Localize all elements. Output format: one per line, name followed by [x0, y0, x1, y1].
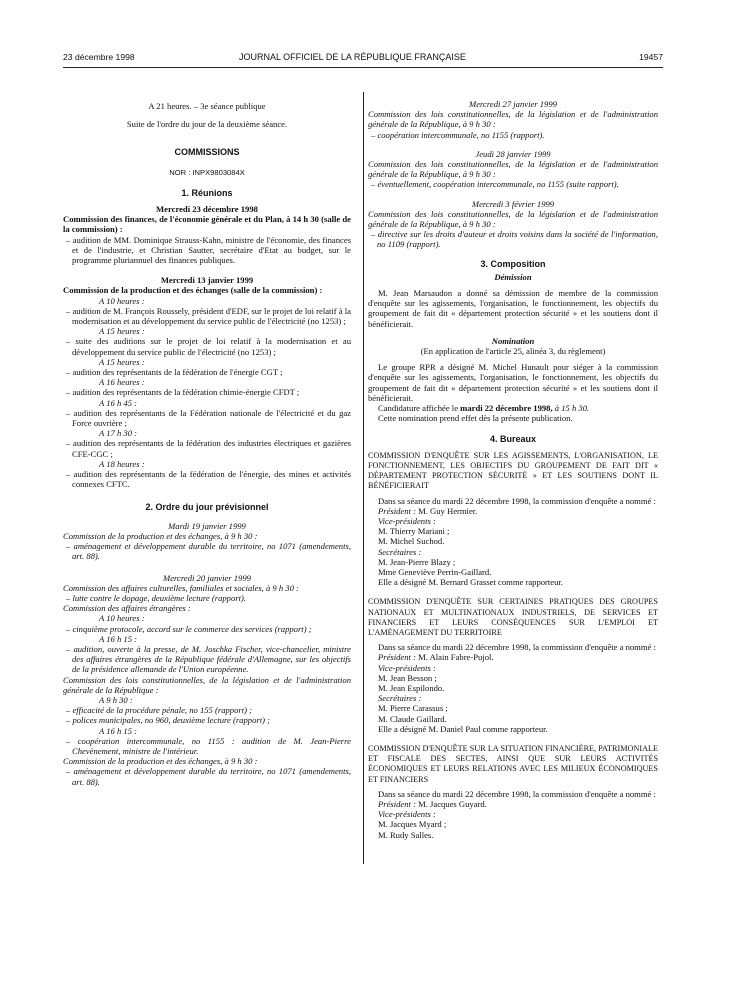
commission-title: COMMISSION D'ENQUÊTE SUR LA SITUATION FINANCIÈRE, PATRIMONIALE ET FISCALE DES SECTES, AINSI QUE SUR LEURS ACTIVITÉS ÉCONOMIQUES ET LEURS RELATIONS AVEC LES MILIEUX ÉCONOMIQUES ET FINANCIERS — [368, 743, 658, 784]
commission-heading: Commission des lois constitutionnelles, de la législation et de l'administration générale de la République, à 9 h 30 : — [368, 109, 658, 130]
time-label: A 15 heures : — [99, 326, 145, 337]
subheading-nomination: Nomination — [491, 335, 535, 346]
commission-heading: Commission des affaires étrangères : — [63, 603, 191, 614]
time-label: A 16 h 15 : — [99, 725, 138, 736]
commission-heading: Commission des lois constitutionnelles, de la législation et de l'administration générale de la République, à 9 h 30 : — [368, 159, 658, 180]
secretaires-label: Secrétaires : — [378, 693, 422, 704]
president-label: Président : — [378, 505, 416, 516]
president-line — [368, 652, 658, 662]
effet-line: Cette nomination prend effet dès la présente publication. — [378, 413, 573, 424]
column-divider — [363, 92, 364, 864]
candidature-prefix: Candidature affichée le — [378, 403, 461, 414]
agenda-item: – cinquième protocole, accord sur le commerce des services (rapport) ; — [66, 623, 312, 634]
vice-presidents-label: Vice-présidents : — [378, 662, 436, 673]
vice-presidents-label: Vice-présidents : — [378, 515, 436, 526]
time-label: A 18 heures : — [99, 458, 145, 469]
president-name: M. Alain Fabre-Pujol. — [415, 652, 494, 663]
candidature-date: mardi 22 décembre 1998, — [460, 403, 553, 414]
subheading-demission: Démission — [494, 271, 532, 282]
member-name: M. Jacques Myard ; — [378, 819, 447, 830]
time-label: A 16 h 45 : — [99, 397, 138, 408]
demission-paragraph: M. Jean Marsaudon a donné sa démission de membre de la commission d'enquête sur les agissements, l'organisation, le fonctionnement, les objectifs du groupement de fait dit « département protection sécurité » et les soutiens dont il bénéficierait. — [368, 288, 658, 329]
commission-heading: Commission des lois constitutionnelles, de la législation et de l'administration générale de la République : — [63, 674, 351, 695]
date-heading: Mercredi 20 janvier 1999 — [163, 572, 251, 583]
date-heading: Mardi 19 janvier 1999 — [168, 520, 246, 531]
agenda-item: – aménagement et développement durable du territoire, no 1071 (amendements, art. 88). — [66, 766, 351, 787]
president-name: M. Guy Hermier. — [415, 505, 478, 516]
time-label: A 16 h 15 : — [99, 633, 138, 644]
seance-intro: Dans sa séance du mardi 22 décembre 1998, la commission d'enquête a nommé : — [378, 642, 656, 653]
agenda-item: – directive sur les droits d'auteur et droits voisins dans la société de l'information, no 1109 (rapport). — [371, 229, 658, 250]
rapporteur-line: Elle a désigné M. Bernard Grasset comme rapporteur. — [378, 577, 563, 588]
time-label: A 16 heures : — [99, 377, 145, 388]
nomination-reference: (En application de l'article 25, alinéa 3, du règlement) — [420, 346, 606, 357]
left-column — [63, 101, 351, 787]
candidature-line — [368, 403, 658, 413]
journal-title: JOURNAL OFFICIEL DE LA RÉPUBLIQUE FRANÇAISE — [239, 52, 466, 62]
agenda-item: – coopération intercommunale, no 1155 : audition de M. Jean-Pierre Chevènement, ministre de l'intérieur. — [66, 735, 351, 756]
seance-line: A 21 heures. – 3e séance publique — [148, 101, 266, 111]
agenda-item: – coopération intercommunale, no 1155 (rapport). — [371, 129, 545, 140]
date-heading: Jeudi 28 janvier 1999 — [475, 148, 551, 159]
agenda-item: – suite des auditions sur le projet de loi relatif à la modernisation et au développement du service public de l'électricité (no 1253) ; — [66, 336, 351, 357]
president-line — [368, 506, 658, 516]
agenda-item: – audition des représentants de la fédération chimie-énergie CFDT ; — [66, 387, 300, 398]
agenda-item: – polices municipales, no 960, deuxième lecture (rapport) ; — [66, 715, 270, 726]
member-name: M. Jean-Pierre Blazy ; — [378, 556, 456, 567]
date-heading: Mercredi 3 février 1999 — [471, 198, 555, 209]
member-name: M. Pierre Carassus ; — [378, 703, 448, 714]
page-header — [63, 52, 663, 66]
vice-presidents-label: Vice-présidents : — [378, 809, 436, 820]
agenda-item: – audition des représentants de la Fédération nationale de l'électricité et du gaz Force ouvrière ; — [66, 407, 351, 429]
commission-finances: Commission des finances, de l'économie générale et du Plan, à 14 h 30 (salle de la commission) : — [63, 214, 351, 235]
president-name: M. Jacques Guyard. — [415, 798, 487, 809]
right-column — [368, 99, 658, 840]
member-name: Mme Geneviève Perrin-Gaillard. — [378, 566, 492, 577]
section-bureaux: 4. Bureaux — [489, 434, 537, 445]
agenda-item: – audition, ouverte à la presse, de M. Joschka Fischer, vice-chancelier, ministre des affaires étrangères de la République fédérale d'Allemagne, sur les objectifs de la présidence allemande de l'Union européenne. — [66, 643, 351, 675]
agenda-item: – audition des représentants de la fédération de l'énergie CGT ; — [66, 367, 283, 378]
member-name: M. Rudy Salles. — [378, 829, 434, 840]
member-name: M. Jean Besson ; — [378, 672, 437, 683]
time-label: A 9 h 30 : — [99, 694, 133, 705]
commission-heading: Commission de la production et des échanges, à 9 h 30 : — [63, 756, 258, 767]
secretaires-label: Secrétaires : — [378, 546, 422, 557]
member-name: M. Jean Espilondo. — [378, 682, 445, 693]
nomination-paragraph: Le groupe RPR a désigné M. Michel Hunault pour siéger à la commission d'enquête sur les agissements, l'organisation, le fonctionnement, les objectifs du groupement de fait dit « département protection sécurité » et les soutiens dont il bénéficierait. — [368, 362, 658, 403]
commission-title: COMMISSION D'ENQUÊTE SUR LES AGISSEMENTS, L'ORGANISATION, LE FONCTIONNEMENT, LES OBJECTIFS DU GROUPEMENT DE FAIT DIT « DÉPARTEMENT PROTECTION SÉCURITÉ » ET LES SOUTIENS DONT IL BÉNÉFICIERAIT — [368, 450, 658, 491]
page-number: 19457 — [639, 52, 663, 62]
date-heading: Mercredi 23 décembre 1998 — [156, 204, 258, 215]
agenda-item: – lutte contre le dopage, deuxième lecture (rapport). — [66, 592, 247, 603]
agenda-item: – efficacité de la procédure pénale, no 155 (rapport) ; — [66, 705, 252, 716]
agenda-item: – éventuellement, coopération intercommunale, no 1155 (suite rapport). — [371, 179, 619, 190]
commission-title: COMMISSION D'ENQUÊTE SUR CERTAINES PRATIQUES DES GROUPES NATIONAUX ET MULTINATIONAUX INDUSTRIELS, DE SERVICES ET FINANCIERS ET LEURS CONSÉQUENCES SUR L'EMPLOI ET L'AMÉNAGEMENT DU TERRITOIRE — [368, 597, 658, 637]
agenda-item: – audition des représentants de la fédération de l'énergie, des mines et activités connexes CFTC. — [66, 469, 351, 490]
date-heading: Mercredi 27 janvier 1999 — [469, 99, 557, 109]
time-label: A 10 heures : — [99, 295, 145, 306]
commission-heading: Commission de la production et des échanges, à 9 h 30 : — [63, 530, 258, 541]
president-line — [368, 799, 658, 809]
member-name: M. Thierry Mariani ; — [378, 526, 450, 537]
agenda-item: – audition de M. François Roussely, président d'EDF, sur le projet de loi relatif à la modernisation et au développement du service public de l'électricité (no 1253) ; — [66, 305, 351, 327]
president-label: Président : — [378, 652, 416, 663]
seance-intro: Dans sa séance du mardi 22 décembre 1998, la commission d'enquête a nommé : — [378, 788, 656, 799]
president-label: Président : — [378, 798, 416, 809]
member-name: M. Claude Gaillard. — [378, 713, 447, 724]
suite-line: Suite de l'ordre du jour de la deuxième séance. — [126, 119, 288, 130]
commissions-heading: COMMISSIONS — [174, 147, 240, 158]
agenda-item: – audition de MM. Dominique Strauss-Kahn, ministre de l'économie, des finances et de l'industrie, et Christian Sautter, secrétaire d'Etat au budget, sur le programme pluriannuel des finances publiques. — [66, 234, 351, 266]
candidature-time: à 15 h 30. — [552, 403, 590, 414]
commission-heading: Commission des affaires culturelles, familiales et sociales, à 9 h 30 : — [63, 582, 299, 593]
section-composition: 3. Composition — [480, 258, 546, 269]
rapporteur-line: Elle a désigné M. Daniel Paul comme rapporteur. — [378, 723, 548, 734]
header-rule — [63, 67, 663, 68]
commission-heading: Commission des lois constitutionnelles, de la législation et de l'administration générale de la République, à 9 h 30 : — [368, 208, 658, 230]
seance-intro: Dans sa séance du mardi 22 décembre 1998, la commission d'enquête a nommé : — [378, 495, 656, 506]
date-heading: Mercredi 13 janvier 1999 — [160, 275, 254, 286]
time-label: A 10 heures : — [99, 613, 145, 624]
time-label: A 17 h 30 : — [99, 428, 138, 439]
agenda-item: – aménagement et développement durable du territoire, no 1071 (amendements, art. 88). — [66, 541, 351, 562]
nor-reference: NOR : INPX9803084X — [169, 167, 245, 177]
time-label: A 15 heures : — [99, 356, 145, 367]
commission-production: Commission de la production et des échanges (salle de la commission) : — [63, 285, 323, 296]
agenda-item: – audition des représentants de la fédération des industries électriques et gazières CFE-CGC ; — [66, 438, 351, 459]
section-ordre-du-jour: 2. Ordre du jour prévisionnel — [145, 501, 269, 512]
member-name: M. Michel Suchod. — [378, 536, 445, 547]
header-date: 23 décembre 1998 — [63, 52, 135, 62]
section-reunions: 1. Réunions — [181, 187, 233, 198]
